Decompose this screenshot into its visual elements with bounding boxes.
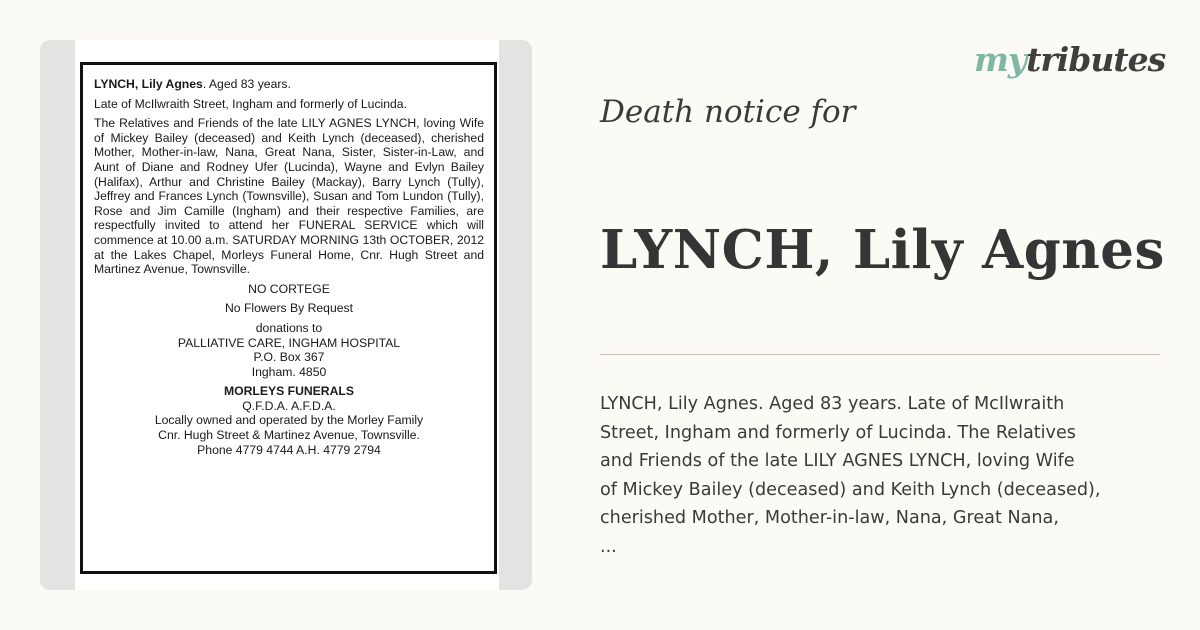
notice-owned: Locally owned and operated by the Morley Family [154, 413, 424, 428]
mytributes-logo[interactable] [974, 38, 1165, 82]
excerpt-ellipsis: ... [600, 536, 617, 557]
notice-po-town: Ingham. 4850 [251, 364, 327, 379]
notice-heading-name: LYNCH, Lily Agnes [94, 77, 203, 91]
excerpt-line: and Friends of the late LILY AGNES LYNCH, loving Wife [600, 451, 1075, 471]
notice-fh-address: Cnr. Hugh Street & Martinez Avenue, Townsville. [158, 428, 420, 443]
notice-border-box [80, 62, 497, 574]
excerpt-line: cherished Mother, Mother-in-law, Nana, Great Nana, [600, 508, 1059, 528]
notice-heading-age: . Aged 83 years. [202, 77, 291, 91]
notice-charity: PALLIATIVE CARE, INGHAM HOSPITAL [177, 335, 401, 350]
logo-tributes: tributes [1026, 40, 1166, 79]
notice-donations: donations to [255, 320, 323, 335]
notice-body: The Relatives and Friends of the late LILY AGNES LYNCH, loving Wife of Mickey Bailey (deceased) and Keith Lynch (deceased), cherished Mother, Mother-in-law, Nana, Great Nana, Sister, Sister-in-Law, and Aunt of Diane and Rodney Ufer (Lucinda), Wayne and Evlyn Bailey (Halifax), Arthur and Christine Bailey (Mackay), Barry Lynch (Tully), Jeffrey and Frances Lynch (Townsville), Susan and Tom Lundon (Tully), Rose and Jim Camille (Ingham) and their respective Families, are respectfully invited to attend her FUNERAL SERVICE which will commence at 10.00 a.m. SATURDAY MORNING 13th OCTOBER, 2012 at the Lakes Chapel, Morleys Funeral Home, Cnr. Hugh Street and Martinez Avenue, Townsville. [94, 116, 484, 277]
notice-po-box: P.O. Box 367 [253, 350, 325, 365]
excerpt-line: Street, Ingham and formerly of Lucinda. The Relatives [600, 422, 1076, 443]
notice-phone: Phone 4779 4744 A.H. 4779 2794 [197, 442, 381, 457]
newspaper-clipping [75, 40, 499, 590]
logo-my: my [974, 40, 1027, 79]
notice-no-cortege: NO CORTEGE [248, 281, 330, 296]
notice-excerpt [600, 390, 1180, 561]
notice-heading [94, 77, 484, 92]
notice-accreditation: Q.F.D.A. A.F.D.A. [242, 398, 336, 413]
notice-address: Late of McIlwraith Street, Ingham and formerly of Lucinda. [94, 96, 407, 111]
notice-no-flowers: No Flowers By Request [224, 301, 354, 316]
death-notice-image [40, 40, 532, 590]
notice-funeral-home: MORLEYS FUNERALS [223, 384, 354, 399]
excerpt-line: of Mickey Bailey (deceased) and Keith Lynch (deceased), [600, 479, 1101, 500]
page-subtitle: Death notice for [600, 94, 856, 130]
excerpt-line: LYNCH, Lily Agnes. Aged 83 years. Late of McIlwraith [600, 394, 1065, 414]
divider [600, 354, 1160, 355]
deceased-name: LYNCH, Lily Agnes [600, 219, 1165, 281]
